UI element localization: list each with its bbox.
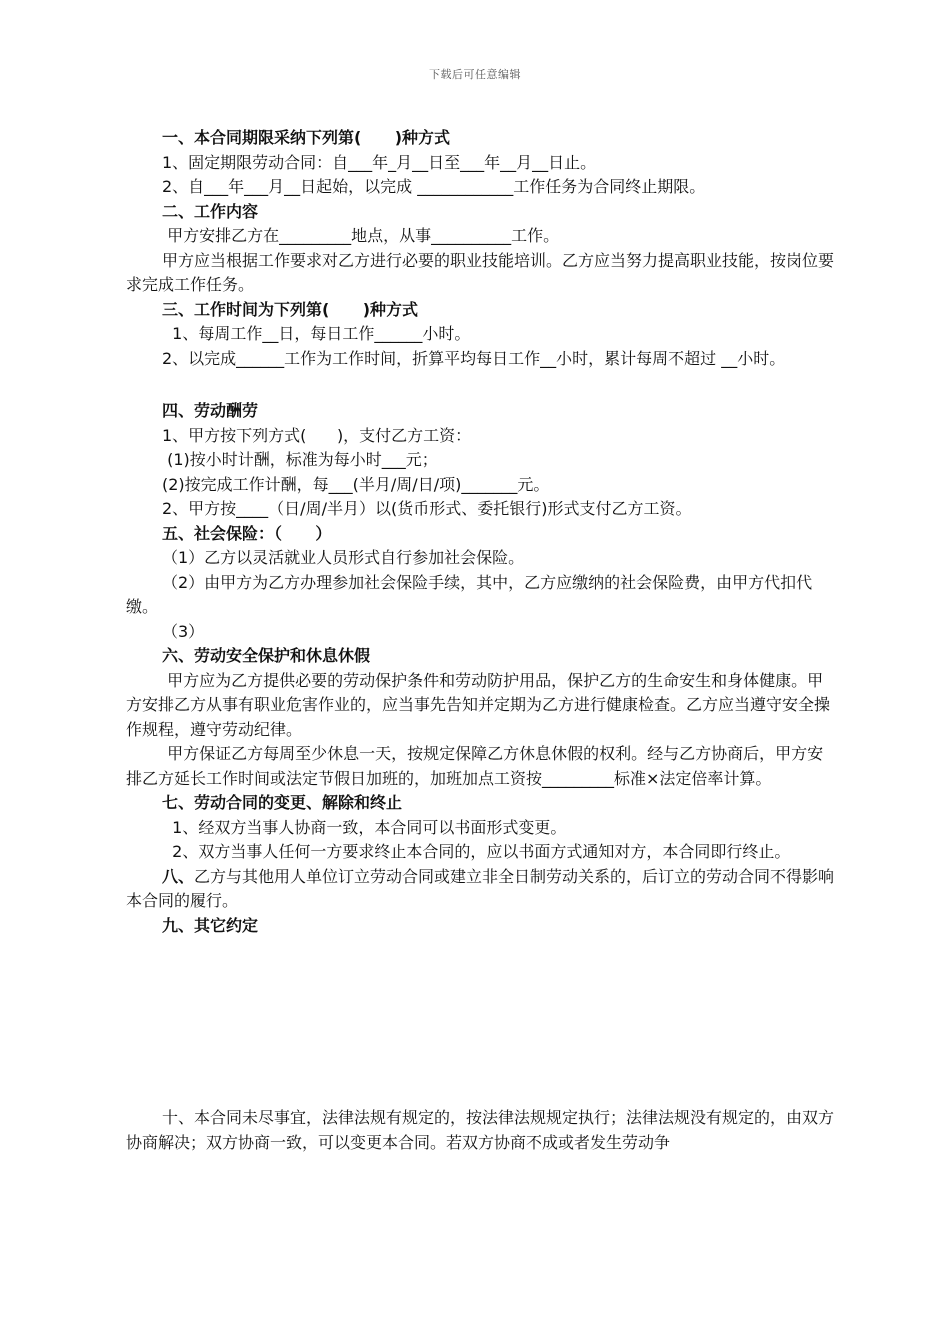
section-7-title: 七、劳动合同的变更、解除和终止: [162, 793, 403, 812]
section-5-paragraph-1: （2）由甲方为乙方办理参加社会保险手续，其中，乙方应缴纳的社会保险费，由甲方代扣代缴。: [126, 572, 813, 616]
section-3-title: 三、工作时间为下列第( )种方式: [162, 299, 419, 319]
section-1-line-2: 2、自___年___月__日起始，以完成 ____________工作任务为合同终止期限。: [162, 177, 706, 196]
section-5-line-1: （1）乙方以灵活就业人员形式自行参加社会保险。: [162, 548, 525, 567]
section-2-title: 二、工作内容: [162, 201, 259, 221]
blank-area: [126, 938, 836, 1106]
section-4-line-2: (1)按小时计酬，标准为每小时___元；: [162, 450, 438, 469]
section-5-line-3: （3）: [162, 621, 205, 641]
section-4-line-3: (2)按完成工作计酬，每___(半月/周/日/项)_______元。: [162, 474, 550, 494]
section-4-line-1: 1、甲方按下列方式( )，支付乙方工资：: [162, 425, 472, 445]
section-2-line-1: 甲方安排乙方在_________地点，从事__________工作。: [162, 226, 560, 245]
spacer: [126, 371, 836, 399]
section-8-heading: 八、: [162, 866, 195, 886]
section-4-title: 四、劳动酬劳: [162, 401, 259, 420]
section-10-paragraph: 十、本合同未尽事宜，法律法规有规定的，按法律法规规定执行；法律法规没有规定的，由双方协商解决；双方协商一致，可以变更本合同。若双方协商不成或者发生劳动争: [126, 1108, 835, 1152]
section-2-paragraph-1: 甲方应当根据工作要求对乙方进行必要的职业技能培训。乙方应当努力提高职业技能，按岗位要求完成工作任务。: [126, 250, 835, 294]
section-4-line-4: 2、甲方按____（日/周/半月）以(货币形式、委托银行)形式支付乙方工资。: [162, 499, 692, 518]
section-8-text: 乙方与其他用人单位订立劳动合同或建立非全日制劳动关系的，后订立的劳动合同不得影响本合同的履行。: [126, 866, 835, 910]
section-3-line-1: 1、每周工作__日，每日工作______小时。: [162, 324, 471, 343]
section-3-line-2: 2、以完成______工作为工作时间，折算平均每日工作__小时，累计每周不超过 __小时。: [162, 348, 786, 368]
section-1-line-1: 1、固定期限劳动合同：自___年_月__日至___年__月__日止。: [162, 152, 597, 172]
section-7-paragraph-1: 2、双方当事人任何一方要求终止本合同的，应以书面方式通知对方，本合同即行终止。: [162, 842, 791, 861]
contract-body: [126, 126, 836, 1155]
section-6-paragraph-1: 甲方应为乙方提供必要的劳动保护条件和劳动防护用品，保护乙方的生命安生和身体健康。甲方安排乙方从事有职业危害作业的，应当事先告知并定期为乙方进行健康检查。乙方应当遵守安全操作规程，遵守劳动纪律。: [126, 670, 831, 739]
section-5-title: 五、社会保险：（ ）: [162, 523, 332, 543]
header-note: 下载后可任意编辑: [429, 68, 521, 81]
section-9-title: 九、其它约定: [162, 915, 259, 935]
section-7-line-1: 1、经双方当事人协商一致，本合同可以书面形式变更。: [162, 817, 567, 837]
section-1-title: 一、本合同期限采纳下列第( )种方式: [162, 128, 451, 147]
section-6-title: 六、劳动安全保护和休息休假: [162, 646, 371, 665]
section-6-paragraph-2: 甲方保证乙方每周至少休息一天，按规定保障乙方休息休假的权利。经与乙方协商后，甲方安排乙方延长工作时间或法定节假日加班的，加班加点工资按_________标准×法定倍率计算。: [126, 744, 824, 788]
section-8-paragraph: [126, 865, 836, 914]
